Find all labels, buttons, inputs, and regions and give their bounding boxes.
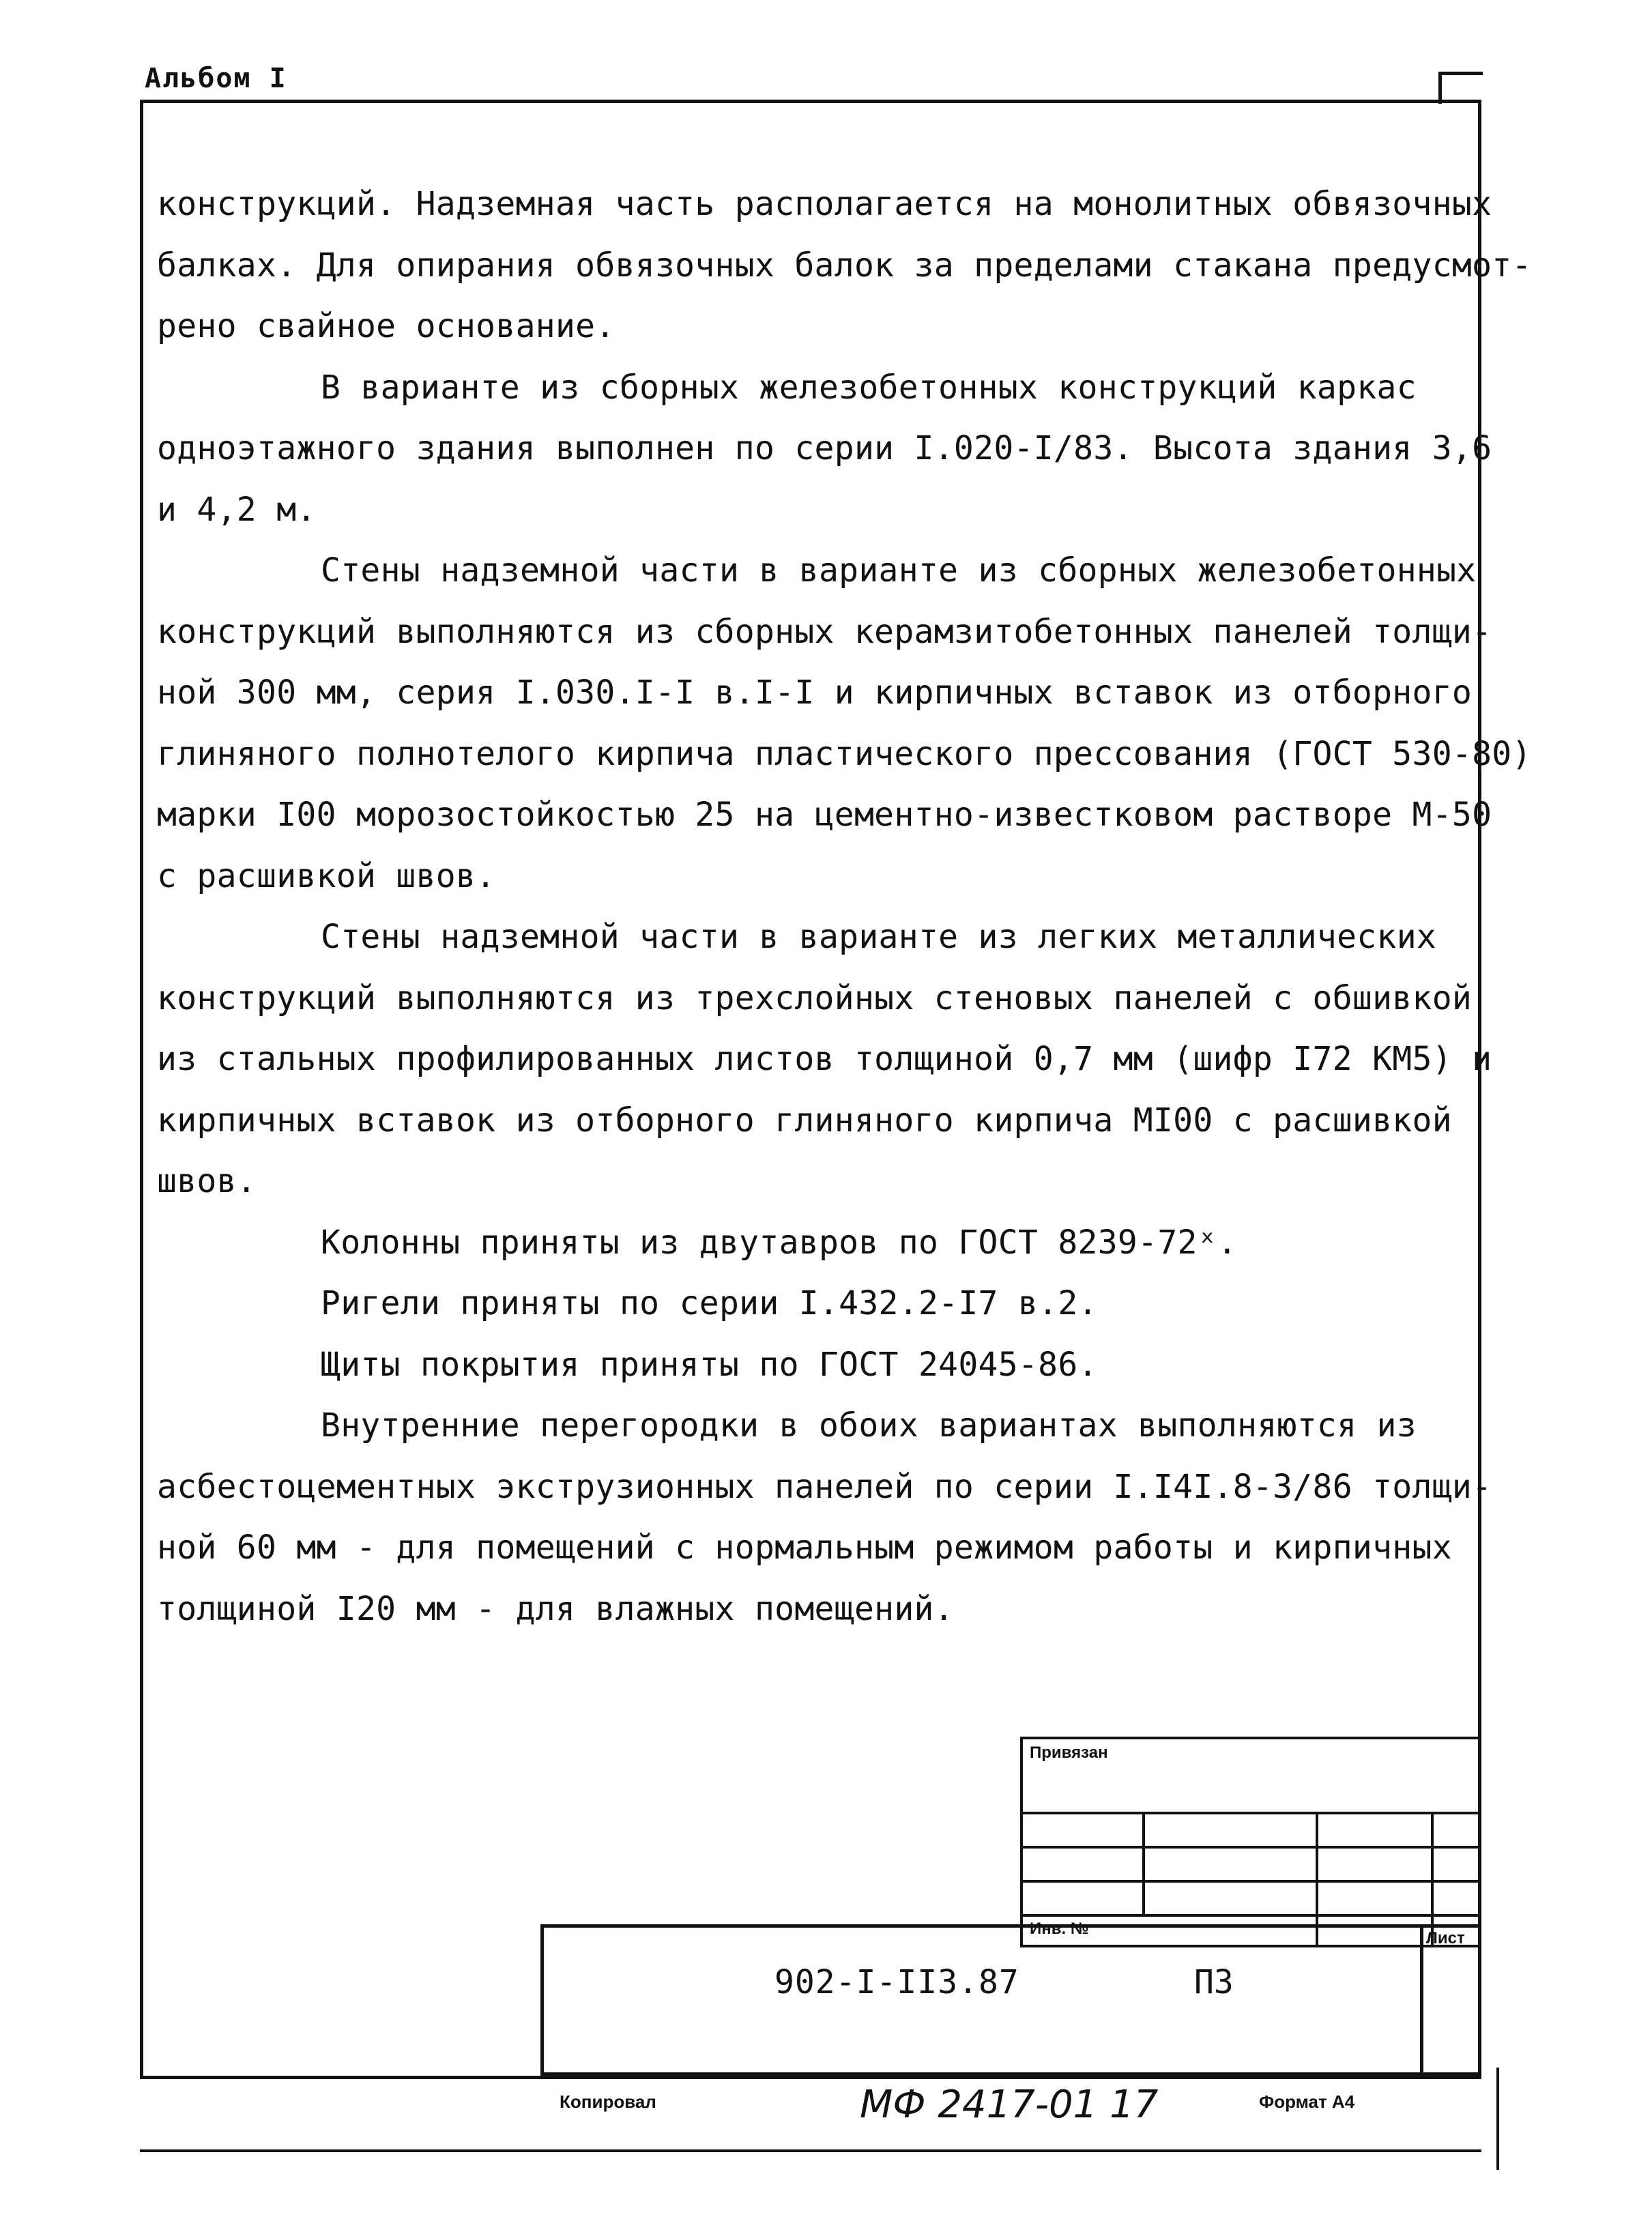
text-line: Колонны приняты из двутавров по ГОСТ 8239-72ˣ.: [321, 1223, 1238, 1262]
corner-mark: [1438, 72, 1483, 104]
text-line: ной 60 мм - для помещений с нормальным режимом работы и кирпичных: [157, 1528, 1452, 1567]
text-line: одноэтажного здания выполнен по серии I.020-I/83. Высота здания 3,6: [157, 429, 1492, 467]
footer-rule: [140, 2149, 1481, 2152]
frame-bottom: [140, 2076, 1481, 2079]
text-line: конструкций выполняются из трехслойных стеновых панелей с обшивкой: [157, 979, 1473, 1017]
text-line: Ригели приняты по серии I.432.2-I7 в.2.: [321, 1284, 1098, 1322]
text-line: швов.: [157, 1162, 257, 1200]
copied-by-label: Копировал: [560, 2091, 656, 2112]
document-type: ПЗ: [1194, 1963, 1234, 2001]
frame-top: [140, 100, 1481, 103]
text-line: конструкций. Надземная часть располагается на монолитных обвязочных: [157, 185, 1492, 223]
text-line: ной 300 мм, серия I.030.I-I в.I-I и кирпичных вставок из отборного: [157, 673, 1473, 712]
frame-right-tail: [1496, 2068, 1499, 2170]
text-line: Внутренние перегородки в обоих вариантах выполняются из: [321, 1406, 1417, 1445]
text-line: марки I00 морозостойкостью 25 на цементно-известковом растворе М-50: [157, 796, 1492, 834]
text-line: Стены надземной части в варианте из сборных железобетонных: [321, 551, 1477, 590]
text-line: глиняного полнотелого кирпича пластического прессования (ГОСТ 530-80): [157, 734, 1532, 773]
album-label: Альбом I: [145, 63, 287, 94]
linked-label: Привязан: [1030, 1743, 1108, 1762]
inventory-label: Инв. №: [1030, 1919, 1089, 1938]
text-line: и 4,2 м.: [157, 490, 317, 529]
text-line: асбестоцементных экструзионных панелей по серии I.I4I.8-3/86 толщи-: [157, 1467, 1492, 1506]
frame-left: [140, 100, 143, 2078]
text-line: В варианте из сборных железобетонных конструкций каркас: [321, 368, 1417, 407]
text-line: толщиной I20 мм - для влажных помещений.: [157, 1589, 954, 1628]
text-line: Стены надземной части в варианте из легких металлических: [321, 918, 1437, 956]
text-line: Щиты покрытия приняты по ГОСТ 24045-86.: [321, 1345, 1098, 1384]
format-label: Формат А4: [1259, 2091, 1355, 2112]
approval-stamp: [1020, 1737, 1481, 1947]
text-line: конструкций выполняются из сборных керамзитобетонных панелей толщи-: [157, 612, 1492, 651]
handwritten-number: МФ 2417-01 17: [860, 2083, 1159, 2127]
document-code: 902-I-II3.87: [774, 1963, 1019, 2001]
sheet-label: Лист: [1426, 1929, 1465, 1947]
text-line: рено свайное основание.: [157, 307, 615, 345]
text-line: кирпичных вставок из отборного глиняного кирпича МI00 с расшивкой: [157, 1101, 1452, 1140]
document-body: [157, 174, 1532, 1640]
text-line: из стальных профилированных листов толщиной 0,7 мм (шифр I72 КМ5) и: [157, 1040, 1492, 1078]
text-line: с расшивкой швов.: [157, 856, 496, 895]
text-line: балках. Для опирания обвязочных балок за пределами стакана предусмот-: [157, 246, 1532, 285]
